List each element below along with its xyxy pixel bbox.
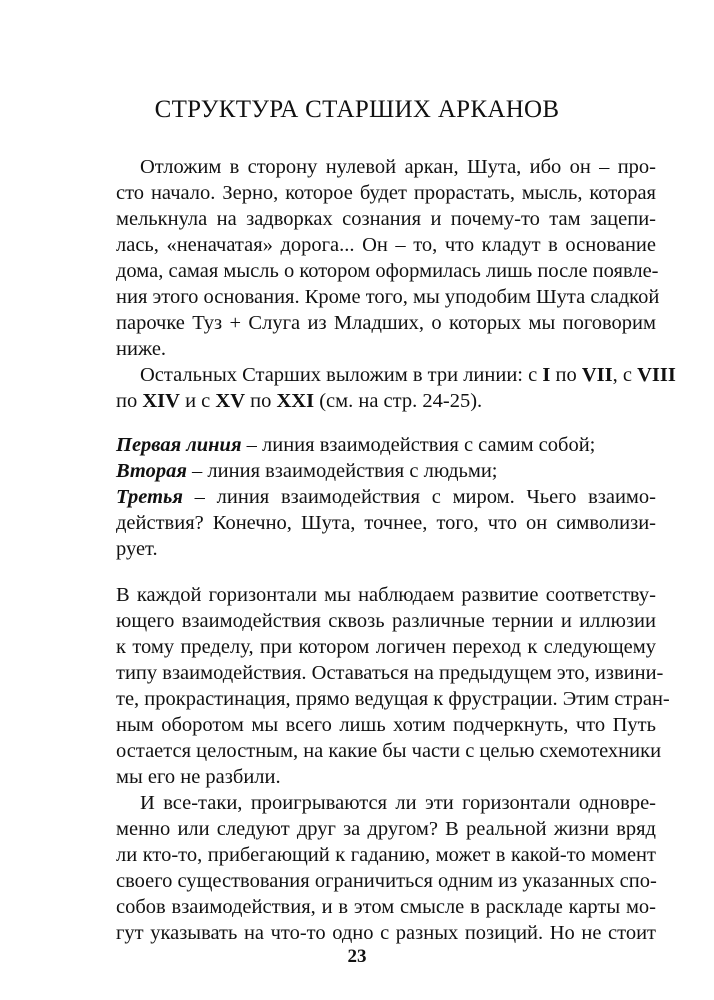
roman-numeral: VIII: [637, 364, 676, 386]
line-term: Первая линия: [116, 434, 242, 456]
text-line: собов взаимодействия, и в этом смысле в раскладе карты мо-: [116, 896, 656, 918]
list-item: [116, 432, 656, 458]
text-line: к тому пределу, при котором логичен переход к следующему: [116, 636, 656, 658]
page-title: СТРУКТУРА СТАРШИХ АРКАНОВ: [154, 96, 560, 123]
line-term: Вторая: [116, 460, 187, 482]
text-line: своего существования ограничиться одним из указанных спо-: [116, 870, 657, 892]
text-line: сто начало. Зерно, которое будет прорастать, мысль, которая: [116, 182, 656, 204]
list-item: [116, 458, 656, 484]
text-fragment: Остальных Старших выложим в три линии: с: [140, 364, 543, 386]
line-description: – линия взаимодействия с самим собой;: [241, 434, 596, 456]
text-fragment: по: [550, 364, 582, 386]
text-line: дома, самая мысль о котором оформилась лишь после появле-: [116, 260, 659, 282]
text-fragment: и с: [179, 390, 216, 412]
text-line: Отложим в сторону нулевой аркан, Шута, ибо он – про-: [140, 156, 656, 178]
text-line: И все-таки, проигрываются ли эти горизонтали одновре-: [140, 792, 656, 814]
text-line: В каждой горизонтали мы наблюдаем развитие соответству-: [116, 584, 656, 606]
text-line: рует.: [116, 538, 158, 560]
text-line: остается целостным, на какие бы части с целью схемотехники: [116, 740, 662, 762]
roman-numeral: XV: [215, 390, 246, 412]
text-line: менно или следуют друг за другом? В реальной жизни вряд: [116, 818, 656, 840]
roman-numeral: XIV: [142, 390, 180, 412]
text-line: мелькнула на задворках сознания и почему-то там зацепи-: [116, 208, 656, 230]
text-fragment: по: [245, 390, 277, 412]
line-description: – линия взаимодействия с людьми;: [186, 460, 498, 482]
text-line: ющего взаимодействия сквозь различные тернии и иллюзии: [116, 610, 656, 632]
text-line: ниже.: [116, 338, 167, 360]
text-line: мы его не разбили.: [116, 766, 281, 788]
text-fragment: , с: [612, 364, 638, 386]
roman-numeral: VII: [581, 364, 613, 386]
text-line: типу взаимодействия. Оставаться на предыдущем это, извини-: [116, 662, 664, 684]
text-fragment: по: [116, 390, 143, 412]
text-line: [140, 362, 676, 388]
text-line: действия? Конечно, Шута, точнее, того, что он символизи-: [116, 512, 656, 534]
text-line: лась, «неначатая» дорога... Он – то, что кладут в основание: [116, 234, 656, 256]
list-item: [116, 484, 656, 510]
line-term: Третья: [116, 486, 183, 508]
text-line: [116, 388, 656, 414]
text-line: парочке Туз + Слуга из Младших, о которых мы поговорим: [116, 312, 656, 334]
text-fragment: (см. на стр. 24-25).: [314, 390, 483, 412]
text-line: гут указывать на что-то одно с разных позиций. Но не стоит: [116, 922, 656, 944]
text-line: ния этого основания. Кроме того, мы уподобим Шута сладкой: [116, 286, 660, 308]
page-number: 23: [347, 946, 367, 967]
text-line: ли кто-то, прибегающий к гаданию, может в какой-то момент: [116, 844, 656, 866]
line-description: – линия взаимодействия с миром. Чьего взаимо-: [182, 486, 656, 508]
text-line: ным оборотом мы всего лишь хотим подчеркнуть, что Путь: [116, 714, 656, 736]
roman-numeral: I: [542, 364, 551, 386]
text-line: те, прокрастинация, прямо ведущая к фрустрации. Этим стран-: [116, 688, 670, 710]
roman-numeral: XXI: [276, 390, 315, 412]
